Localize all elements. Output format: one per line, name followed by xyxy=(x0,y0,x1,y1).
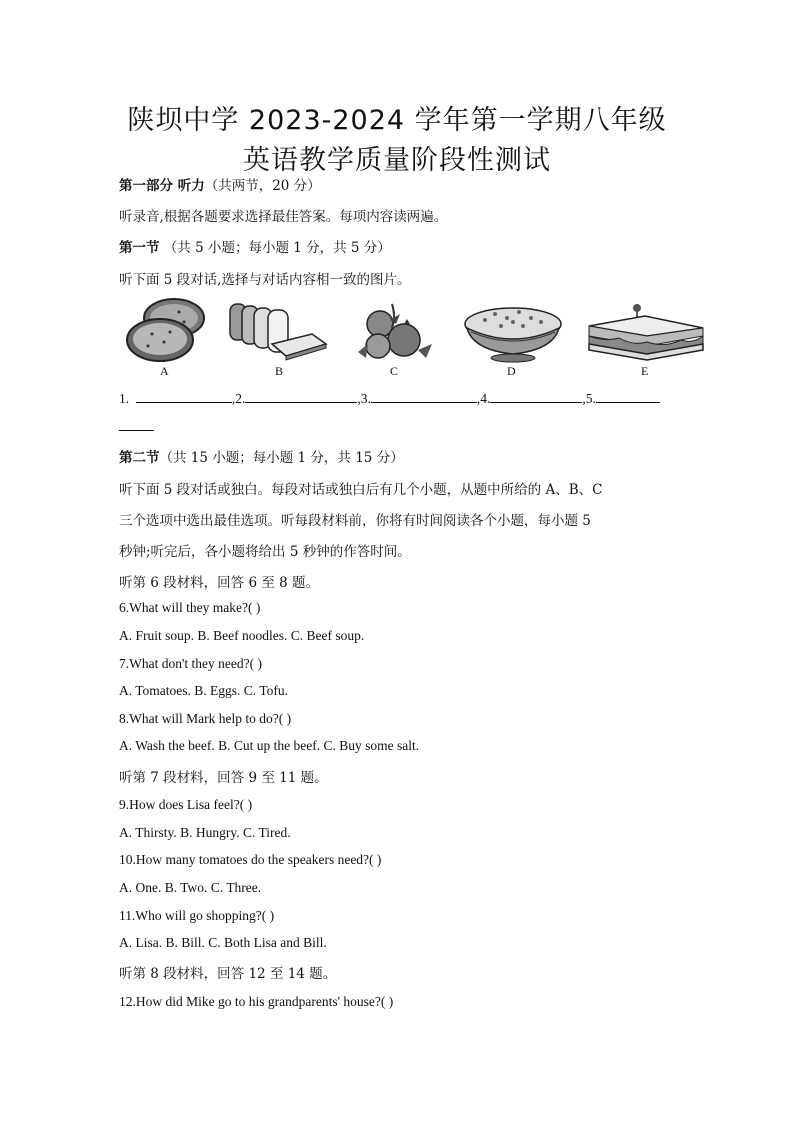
picture-label-c: C xyxy=(390,364,399,378)
blank-label-5: ,5. xyxy=(582,391,596,406)
blank-label-1: 1. xyxy=(119,391,130,406)
answer-blanks xyxy=(119,390,660,407)
section2-instruction-line1: 听下面 5 段对话或独白。每段对话或独白后有几个小题，从题中所给的 A、B、C xyxy=(119,482,603,498)
material-8-heading: 听第 8 段材料，回答 12 至 14 题。 xyxy=(119,966,337,982)
answer-blank-3[interactable] xyxy=(371,390,477,403)
part1-instruction: 听录音,根据各题要求选择最佳答案。每项内容读两遍。 xyxy=(119,209,448,225)
section2-instruction-line3: 秒钟;听完后，各小题将给出 5 秒钟的作答时间。 xyxy=(119,544,411,560)
question-6-options: A. Fruit soup. B. Beef noodles. C. Beef soup. xyxy=(119,628,365,643)
blank-label-2: ,2. xyxy=(231,391,246,406)
sandwich-icon xyxy=(585,302,707,364)
question-11-options: A. Lisa. B. Bill. C. Both Lisa and Bill. xyxy=(119,935,327,950)
answer-blank-4[interactable] xyxy=(490,390,582,403)
blank-label-4: ,4. xyxy=(476,391,491,406)
section2-instruction-line2: 三个选项中选出最佳选项。听每段材料前，你将有时间阅读各个小题，每小题 5 xyxy=(119,513,591,529)
section1-heading-bold: 第一节 xyxy=(119,240,160,256)
material-6-heading: 听第 6 段材料，回答 6 至 8 题。 xyxy=(119,575,320,591)
section2-heading-note: （共 15 小题；每小题 1 分，共 15 分） xyxy=(159,450,404,466)
material-7-heading: 听第 7 段材料，回答 9 至 11 题。 xyxy=(119,770,328,786)
question-9: 9.How does Lisa feel?( ) xyxy=(119,797,253,812)
question-12: 12.How did Mike go to his grandparents' house?( ) xyxy=(119,994,394,1009)
tomatoes-icon xyxy=(352,300,440,364)
question-9-options: A. Thirsty. B. Hungry. C. Tired. xyxy=(119,825,291,840)
question-10-options: A. One. B. Two. C. Three. xyxy=(119,880,262,895)
section1-heading-note: （共 5 小题；每小题 1 分，共 5 分） xyxy=(159,240,391,256)
part1-heading xyxy=(119,174,321,194)
section1-heading xyxy=(119,236,391,256)
question-8: 8.What will Mark help to do?( ) xyxy=(119,711,292,726)
picture-label-d: D xyxy=(507,364,516,378)
question-7-options: A. Tomatoes. B. Eggs. C. Tofu. xyxy=(119,683,288,698)
answer-blank-1[interactable] xyxy=(136,390,232,403)
answer-blank-5-continued xyxy=(119,430,154,431)
question-7: 7.What don't they need?( ) xyxy=(119,656,263,671)
section1-instruction: 听下面 5 段对话,选择与对话内容相一致的图片。 xyxy=(119,272,411,288)
part1-heading-note: （共两节，20 分） xyxy=(204,178,321,194)
question-6: 6.What will they make?( ) xyxy=(119,600,261,615)
exam-title-line2: 英语教学质量阶段性测试 xyxy=(243,145,551,176)
picture-label-e: E xyxy=(641,364,649,378)
question-10: 10.How many tomatoes do the speakers need?( ) xyxy=(119,852,382,867)
blank-label-3: ,3. xyxy=(357,391,371,406)
picture-label-a: A xyxy=(160,364,169,378)
section2-heading-bold: 第二节 xyxy=(119,450,160,466)
answer-blank-5[interactable] xyxy=(596,390,660,403)
part1-heading-bold: 第一部分 听力 xyxy=(119,178,205,194)
answer-blank-2[interactable] xyxy=(245,390,357,403)
section2-heading xyxy=(119,446,404,466)
question-8-options: A. Wash the beef. B. Cut up the beef. C. Buy some salt. xyxy=(119,738,420,753)
pancakes-icon xyxy=(124,296,208,364)
bread-icon xyxy=(226,298,332,362)
rice-bowl-icon xyxy=(461,302,565,364)
question-11: 11.Who will go shopping?( ) xyxy=(119,908,275,923)
exam-title-line1: 陕坝中学 2023-2024 学年第一学期八年级 xyxy=(127,105,667,136)
picture-label-b: B xyxy=(275,364,284,378)
